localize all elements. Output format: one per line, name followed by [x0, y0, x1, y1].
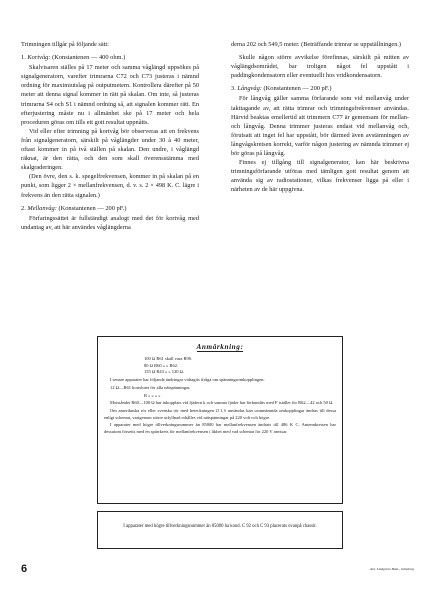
note-title: Anmärkning:	[196, 343, 244, 351]
paragraph: (Den övre, den s. k. spegelfrekvensen, kommer in på skalan på en punkt, som ligger 2 × mellanfrekvensen, d. v. s. 2 × 498 K. C. lägre i frekvens än den rätta signalen.)	[21, 173, 199, 199]
paragraph: Skalvisaren ställes på 17 meter och samma våglängd uppsökes på signalgeneratorn, varefter trimrarna C72 och C73 justeras i nämnd ordning för maximiutslag på outputmetern. Kontrollera därefter på 50 meter att denna signal kommer in rätt på skalan. Om inte, så justeras trimrarna S4 och S1 i nämnd ordning så, att signalen kommer rätt. En efterjustering måste nu i allmänhet ske på 17 meter och hela proceduren göras om tills ett gott resultat uppnåtts.	[21, 64, 199, 126]
section-mellanvag-heading	[21, 204, 199, 213]
note-resistor-line: 100 Ω R61 skall vara R90.	[144, 356, 193, 361]
note-box	[97, 336, 343, 504]
note-paragraph: I senare apparater har följande ändringar vidtagits ifråga om spänningsomkopplingen:	[110, 377, 265, 383]
paragraph: Vid eller efter trimning på kortvåg bör observeras att en frekvens från signalgeneratorn, särskilt på våglängder under 30 à 40 meter, oftast kommer in på två ställen på skalan. Den undre, i våglängd räknat, är den rätta, och den som skall överensstämma med skalgraderingen.	[21, 127, 199, 172]
section-detail: (Konstantenen — 200 pF.)	[58, 204, 127, 212]
note-paragraph: I apparater med högre tillverkningsnummer än 85000 har mellanfrekvensen ändrats till 486 K C. Antennkretsen har dessutom försetts med en spärrkrets för mellanfrekvensen i likhet med vad schemat för 220 V anvisar.	[104, 422, 336, 435]
section-kortvag-heading	[21, 53, 199, 62]
paragraph: För långvåg gäller samma förfarande som vid mellanvåg under iakttagande av, att rätta trimrar och trimningsfrekvenser användas. Härvid beaktas emellertid att trimmern C77 är gemensam för mellan- och långvåg. Denna trimmer justeras endast vid mellanvåg och, förutsatt att inget fel har uppstått, bör därmed även avstämningen av långvågskretsen korrekt, varför någon justering av nämnda trimmer ej bör göras på långvåg.	[231, 95, 409, 158]
section-detail: (Konstantenen — 200 pF.)	[263, 85, 332, 93]
note-paragraph: Om ameriknska rör eller svenska rör med beteckningen 25 L 6 användas kan ovannämnda omkopplingar ändras till dessa enligt schemat, varigenom större utfyllnad erhålles vid nätspänningar på 220 volt och högre.	[104, 407, 337, 420]
page-number: 6	[21, 563, 28, 575]
section-detail: (Konstantenen — 400 ohm.)	[52, 54, 126, 62]
paragraph: derna 202 och 549,5 meter. (Beträffande trimrar se uppställningen.)	[231, 41, 402, 48]
note-resistor-line: 155 Ω R43 » » 120 Ω.	[144, 369, 185, 375]
section-number: 3.	[231, 85, 236, 93]
section-title: Kortvåg:	[27, 54, 51, 62]
note-paragraph: 12 Ω—R61 kortslutet för alla nätspänningar.	[110, 384, 191, 390]
section-title: Mellanvåg:	[27, 204, 57, 212]
paragraph: Förfaringssättet är fullständigt analogt med det för kortvåg med undantag av, att här användes våglängderna	[21, 214, 199, 231]
note-resistor-line: 80 Ω R60 » » R62.	[144, 362, 179, 368]
printer-imprint: Ant. Lindgrens Bokt., Göteborg	[370, 567, 414, 571]
paragraph: Skulle någon större avvikelse förefinnas, särskilt på mitten av våglängdsområdet, bar troligen något fel uppstått i paddingkondensatorn eller eventuellt hos vridkondensatorn.	[231, 54, 409, 80]
tube-fraction: 25 L 6	[215, 408, 227, 413]
intro-text: Trimningen tillgår på följande sätt:	[21, 41, 109, 48]
section-number: 2.	[21, 204, 26, 212]
paragraph: Finnes ej tillgång till signalgenerator, kan här beskrivna trimningsförfarande utföras med tämligen gott resultat genom att använda sig av radiostationer, vilkas frekvenser ligga på eller i närheten av de här uppgivna.	[231, 159, 409, 194]
right-column	[231, 40, 409, 195]
note-box-chassis	[97, 511, 343, 549]
left-column	[21, 40, 199, 232]
section-title: Långvåg:	[237, 85, 262, 93]
note-chassis-text: I apparater med högre tillverkningsnummer än 85000 ha kond. C 92 och C 93 placerats ovanpå chassit.	[123, 524, 317, 529]
note-paragraph: Motståndet R60—100 Ω har inkopplats vid fjädern k och samma fjäder har förbundits med F istället för R62—42 och 50 Ω.	[110, 400, 334, 406]
section-number: 1.	[21, 54, 26, 62]
note-paragraph: R » » » »	[144, 392, 161, 398]
section-langvag-heading	[231, 84, 409, 93]
